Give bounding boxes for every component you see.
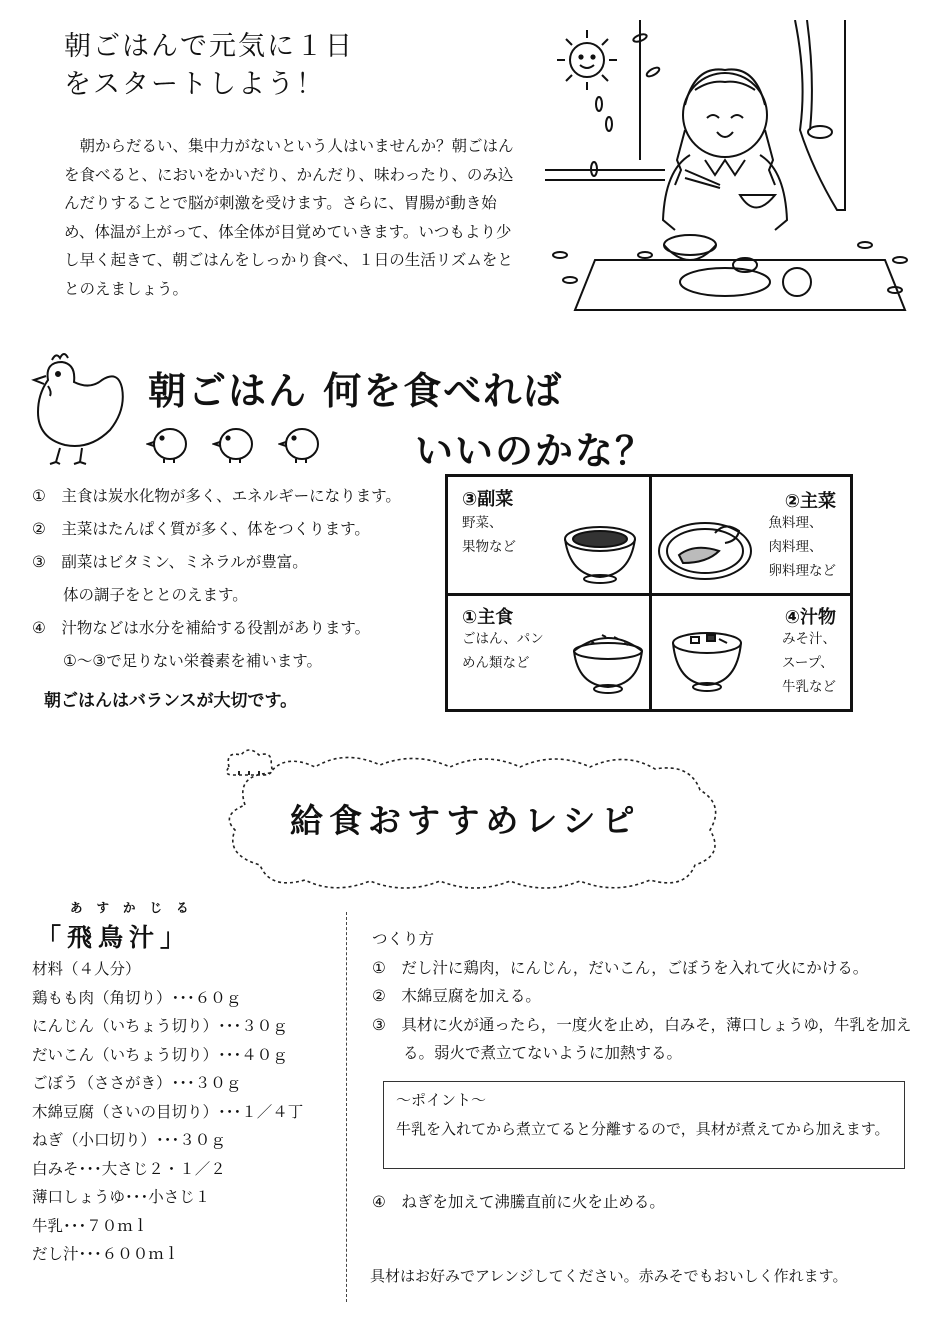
point-item: ③ 副菜はビタミン、ミネラルが豊富。 bbox=[32, 553, 308, 571]
recipe-banner-title: 給食おすすめレシピ bbox=[290, 801, 641, 840]
cell-shirumono bbox=[649, 593, 850, 709]
intro-title-line1: 朝ごはんで元気に１日 bbox=[64, 31, 354, 62]
cell-label: ③副菜 bbox=[462, 489, 514, 510]
method-title: つくり方 bbox=[372, 930, 435, 948]
girl-breakfast-illustration bbox=[545, 20, 920, 320]
nutrition-points bbox=[32, 480, 442, 678]
material-item: 鶏もも肉（角切り）･･･６０ｇ bbox=[32, 988, 242, 1007]
point-item: ①～③で足りない栄養素を補います。 bbox=[32, 652, 323, 670]
material-item: だいこん（いちょう切り）･･･４０ｇ bbox=[32, 1045, 288, 1064]
cell-sub: ごはん、パン めん類など bbox=[462, 631, 544, 671]
point-item: ② 主菜はたんぱく質が多く、体をつくります。 bbox=[32, 520, 370, 538]
food-group-grid bbox=[445, 474, 853, 712]
method-step: ① だし汁に鶏肉，にんじん，だいこん，ごぼうを入れて火にかける。 bbox=[372, 958, 869, 977]
material-item: 薄口しょうゆ･･･小さじ１ bbox=[32, 1188, 211, 1206]
section-heading-line1: 朝ごはん 何を食べれば bbox=[148, 369, 564, 413]
material-item: にんじん（いちょう切り）･･･３０ｇ bbox=[32, 1017, 288, 1035]
material-item: だし汁･･･６００ｍｌ bbox=[32, 1245, 180, 1263]
material-item: ねぎ（小口切り）･･･３０ｇ bbox=[32, 1131, 226, 1149]
cell-sub: 野菜、 果物など bbox=[462, 515, 516, 555]
hen-illustration bbox=[30, 350, 130, 465]
salad-bowl-icon bbox=[560, 517, 640, 585]
material-item: ごぼう（ささがき）･･･３０ｇ bbox=[32, 1074, 242, 1092]
column-divider bbox=[346, 912, 347, 1302]
method-step: ② 木綿豆腐を加える。 bbox=[372, 987, 541, 1005]
dish-title: 「飛鳥汁」 bbox=[36, 923, 192, 952]
intro-title bbox=[64, 28, 354, 104]
balance-note: 朝ごはんはバランスが大切です。 bbox=[44, 691, 298, 711]
point-box bbox=[383, 1081, 905, 1169]
cell-shushoku bbox=[448, 593, 649, 709]
intro-title-line2: をスタートしよう！ bbox=[64, 69, 325, 100]
method-steps bbox=[372, 925, 912, 1068]
section-heading-line2: いいのかな？ bbox=[415, 429, 656, 473]
point-item: ① 主食は炭水化物が多く、エネルギーになります。 bbox=[32, 487, 401, 505]
dish-ruby: あすかじる bbox=[70, 900, 203, 915]
soup-bowl-icon bbox=[667, 623, 747, 695]
method-step: ④ ねぎを加えて沸騰直前に火を止める。 bbox=[372, 1193, 665, 1211]
intro-body: 朝からだるい、集中力がないという人はいませんか？朝ごはんを食べると、においをかいだり、かんだり、味わったり、のみ込んだりすることで脳が刺激を受けます。さらに、胃腸が動き始め、体温が上がって、体全体が目覚めていきます。いつもより少し早く起きて、朝ごはんをしっかり食べ、１日の生活リズムをととのえましょう。 bbox=[64, 137, 514, 298]
point-title: ～ポイント～ bbox=[396, 1091, 487, 1109]
cell-sub: みそ汁、 スープ、 牛乳など bbox=[782, 631, 836, 695]
point-body: 牛乳を入れてから煮立てると分離するので，具材が煮えてから加えます。 bbox=[396, 1120, 890, 1138]
cell-shusai bbox=[649, 477, 850, 593]
chick-icon bbox=[212, 420, 256, 464]
material-item: 材料（４人分） bbox=[32, 960, 141, 978]
cell-sub: 魚料理、 肉料理、 卵料理など bbox=[768, 515, 836, 579]
cell-label: ④汁物 bbox=[784, 607, 836, 628]
material-item: 白みそ･･･大さじ２・１／２ bbox=[32, 1159, 226, 1178]
chick-icon bbox=[278, 420, 322, 464]
cell-label: ①主食 bbox=[462, 607, 514, 628]
method-step: ③ 具材に火が通ったら，一度火を止め，白みそ，薄口しょうゆ，牛乳を加える。弱火で煮立てないように加熱する。 bbox=[372, 1015, 912, 1062]
material-item: 木綿豆腐（さいの目切り）･･･１／４丁 bbox=[32, 1102, 304, 1121]
point-item: ④ 汁物などは水分を補給する役割があります。 bbox=[32, 619, 371, 637]
materials-list bbox=[32, 955, 303, 1269]
arrange-note: 具材はお好みでアレンジしてください。赤みそでもおいしく作れます。 bbox=[370, 1267, 848, 1285]
cell-label: ②主菜 bbox=[784, 491, 836, 512]
point-item: 体の調子をととのえます。 bbox=[32, 586, 248, 604]
cell-fukusai bbox=[448, 477, 649, 593]
rice-bowl-icon bbox=[568, 623, 648, 695]
fish-dish-icon bbox=[655, 515, 755, 585]
chick-icon bbox=[146, 420, 190, 464]
material-item: 牛乳･･･７０ｍｌ bbox=[32, 1216, 149, 1235]
